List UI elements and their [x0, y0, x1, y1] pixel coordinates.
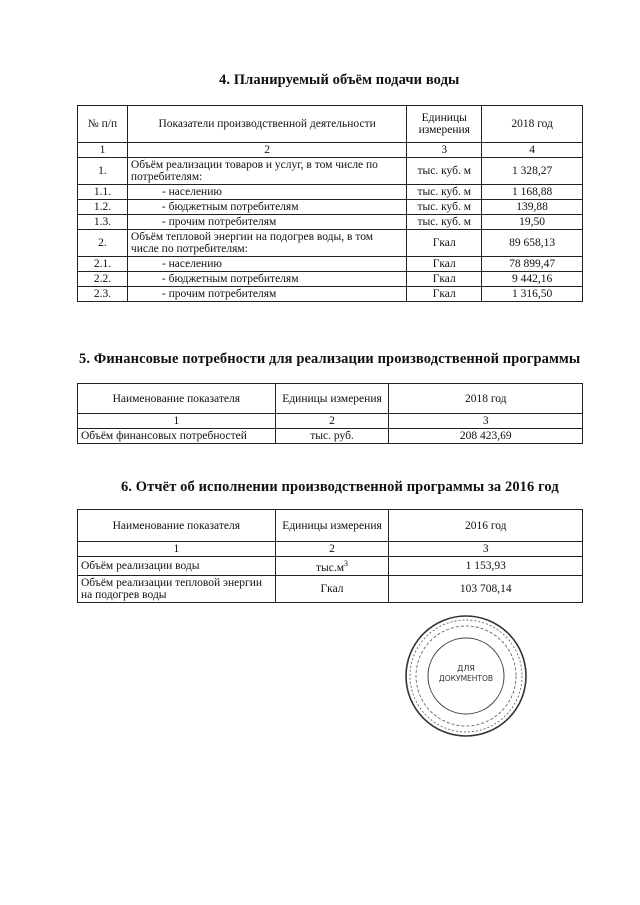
- program-report-table: [77, 509, 583, 603]
- row-value: 1 316,50: [482, 287, 583, 302]
- row-number: 1.1.: [78, 185, 128, 200]
- column-number: 3: [407, 143, 482, 158]
- row-value: 103 708,14: [389, 575, 583, 602]
- column-number: 1: [78, 143, 128, 158]
- header-cell: Показатели производственной деятельности: [127, 106, 406, 143]
- row-number: 2.2.: [78, 272, 128, 287]
- table-row: [78, 215, 583, 230]
- row-number: 1.3.: [78, 215, 128, 230]
- row-unit: тыс. куб. м: [407, 200, 482, 215]
- section4-title: 4. Планируемый объём подачи воды: [219, 72, 460, 88]
- row-number: 2.3.: [78, 287, 128, 302]
- section5-title: 5. Финансовые потребности для реализации производственной программы: [79, 351, 581, 367]
- row-unit: тыс. куб. м: [407, 185, 482, 200]
- header-cell: № п/п: [78, 106, 128, 143]
- column-number-row: [78, 542, 583, 557]
- column-number-row: [78, 414, 583, 429]
- row-value: 9 442,16: [482, 272, 583, 287]
- row-unit: Гкал: [407, 287, 482, 302]
- row-value: 1 168,88: [482, 185, 583, 200]
- header-cell: Наименование показателя: [78, 510, 276, 542]
- seal-text-line1: ДЛЯ: [457, 664, 475, 673]
- row-number: 2.1.: [78, 257, 128, 272]
- row-value: 139,88: [482, 200, 583, 215]
- round-seal-stamp: [403, 613, 529, 739]
- table-row: [78, 257, 583, 272]
- column-number: 1: [78, 542, 276, 557]
- header-cell: Единицы измерения: [275, 510, 389, 542]
- header-cell: 2018 год: [482, 106, 583, 143]
- row-unit: [275, 557, 389, 576]
- row-unit: тыс. руб.: [275, 429, 389, 444]
- unit-text: тыс.м: [316, 561, 345, 574]
- column-number: 2: [127, 143, 406, 158]
- table-header-row: [78, 106, 583, 143]
- row-name: Объём финансовых потребностей: [78, 429, 276, 444]
- row-number: 1.: [78, 158, 128, 185]
- row-number: 2.: [78, 230, 128, 257]
- row-name: Объём реализации тепловой энергии на подогрев воды: [78, 575, 276, 602]
- row-unit: Гкал: [407, 257, 482, 272]
- table-row: [78, 272, 583, 287]
- column-number: 3: [389, 414, 583, 429]
- table-row: [78, 429, 583, 444]
- table-row: [78, 575, 583, 602]
- header-cell: Единицы измерения: [407, 106, 482, 143]
- header-cell: 2018 год: [389, 384, 583, 414]
- table-row: [78, 185, 583, 200]
- table-row: [78, 158, 583, 185]
- row-value: 78 899,47: [482, 257, 583, 272]
- row-value: 1 153,93: [389, 557, 583, 576]
- table-header-row: [78, 384, 583, 414]
- column-number: 1: [78, 414, 276, 429]
- table-row: [78, 557, 583, 576]
- column-number-row: [78, 143, 583, 158]
- row-unit: Гкал: [407, 230, 482, 257]
- row-name: Объём реализации воды: [78, 557, 276, 576]
- table-row: [78, 287, 583, 302]
- row-name: - прочим потребителям: [127, 215, 406, 230]
- unit-superscript: 3: [344, 559, 349, 568]
- seal-text-line2: ДОКУМЕНТОВ: [438, 674, 494, 683]
- row-name: - прочим потребителям: [127, 287, 406, 302]
- water-supply-table: [77, 105, 583, 302]
- column-number: 3: [389, 542, 583, 557]
- row-name: - бюджетным потребителям: [127, 272, 406, 287]
- section6-title: 6. Отчёт об исполнении производственной программы за 2016 год: [121, 479, 559, 495]
- row-value: 19,50: [482, 215, 583, 230]
- row-unit: [275, 575, 389, 602]
- header-cell: 2016 год: [389, 510, 583, 542]
- column-number: 4: [482, 143, 583, 158]
- column-number: 2: [275, 542, 389, 557]
- row-name: - населению: [127, 257, 406, 272]
- row-name: - населению: [127, 185, 406, 200]
- header-cell: Единицы измерения: [275, 384, 389, 414]
- row-name: Объём тепловой энергии на подогрев воды, в том числе по потребителям:: [127, 230, 406, 257]
- row-unit: тыс. куб. м: [407, 215, 482, 230]
- table-header-row: [78, 510, 583, 542]
- row-unit: Гкал: [407, 272, 482, 287]
- table-row: [78, 230, 583, 257]
- row-value: 89 658,13: [482, 230, 583, 257]
- table-row: [78, 200, 583, 215]
- row-name: Объём реализации товаров и услуг, в том числе по потребителям:: [127, 158, 406, 185]
- row-value: 1 328,27: [482, 158, 583, 185]
- financial-needs-table: [77, 383, 583, 444]
- row-name: - бюджетным потребителям: [127, 200, 406, 215]
- row-number: 1.2.: [78, 200, 128, 215]
- header-cell: Наименование показателя: [78, 384, 276, 414]
- row-unit: тыс. куб. м: [407, 158, 482, 185]
- row-value: 208 423,69: [389, 429, 583, 444]
- column-number: 2: [275, 414, 389, 429]
- unit-text: Гкал: [320, 582, 344, 595]
